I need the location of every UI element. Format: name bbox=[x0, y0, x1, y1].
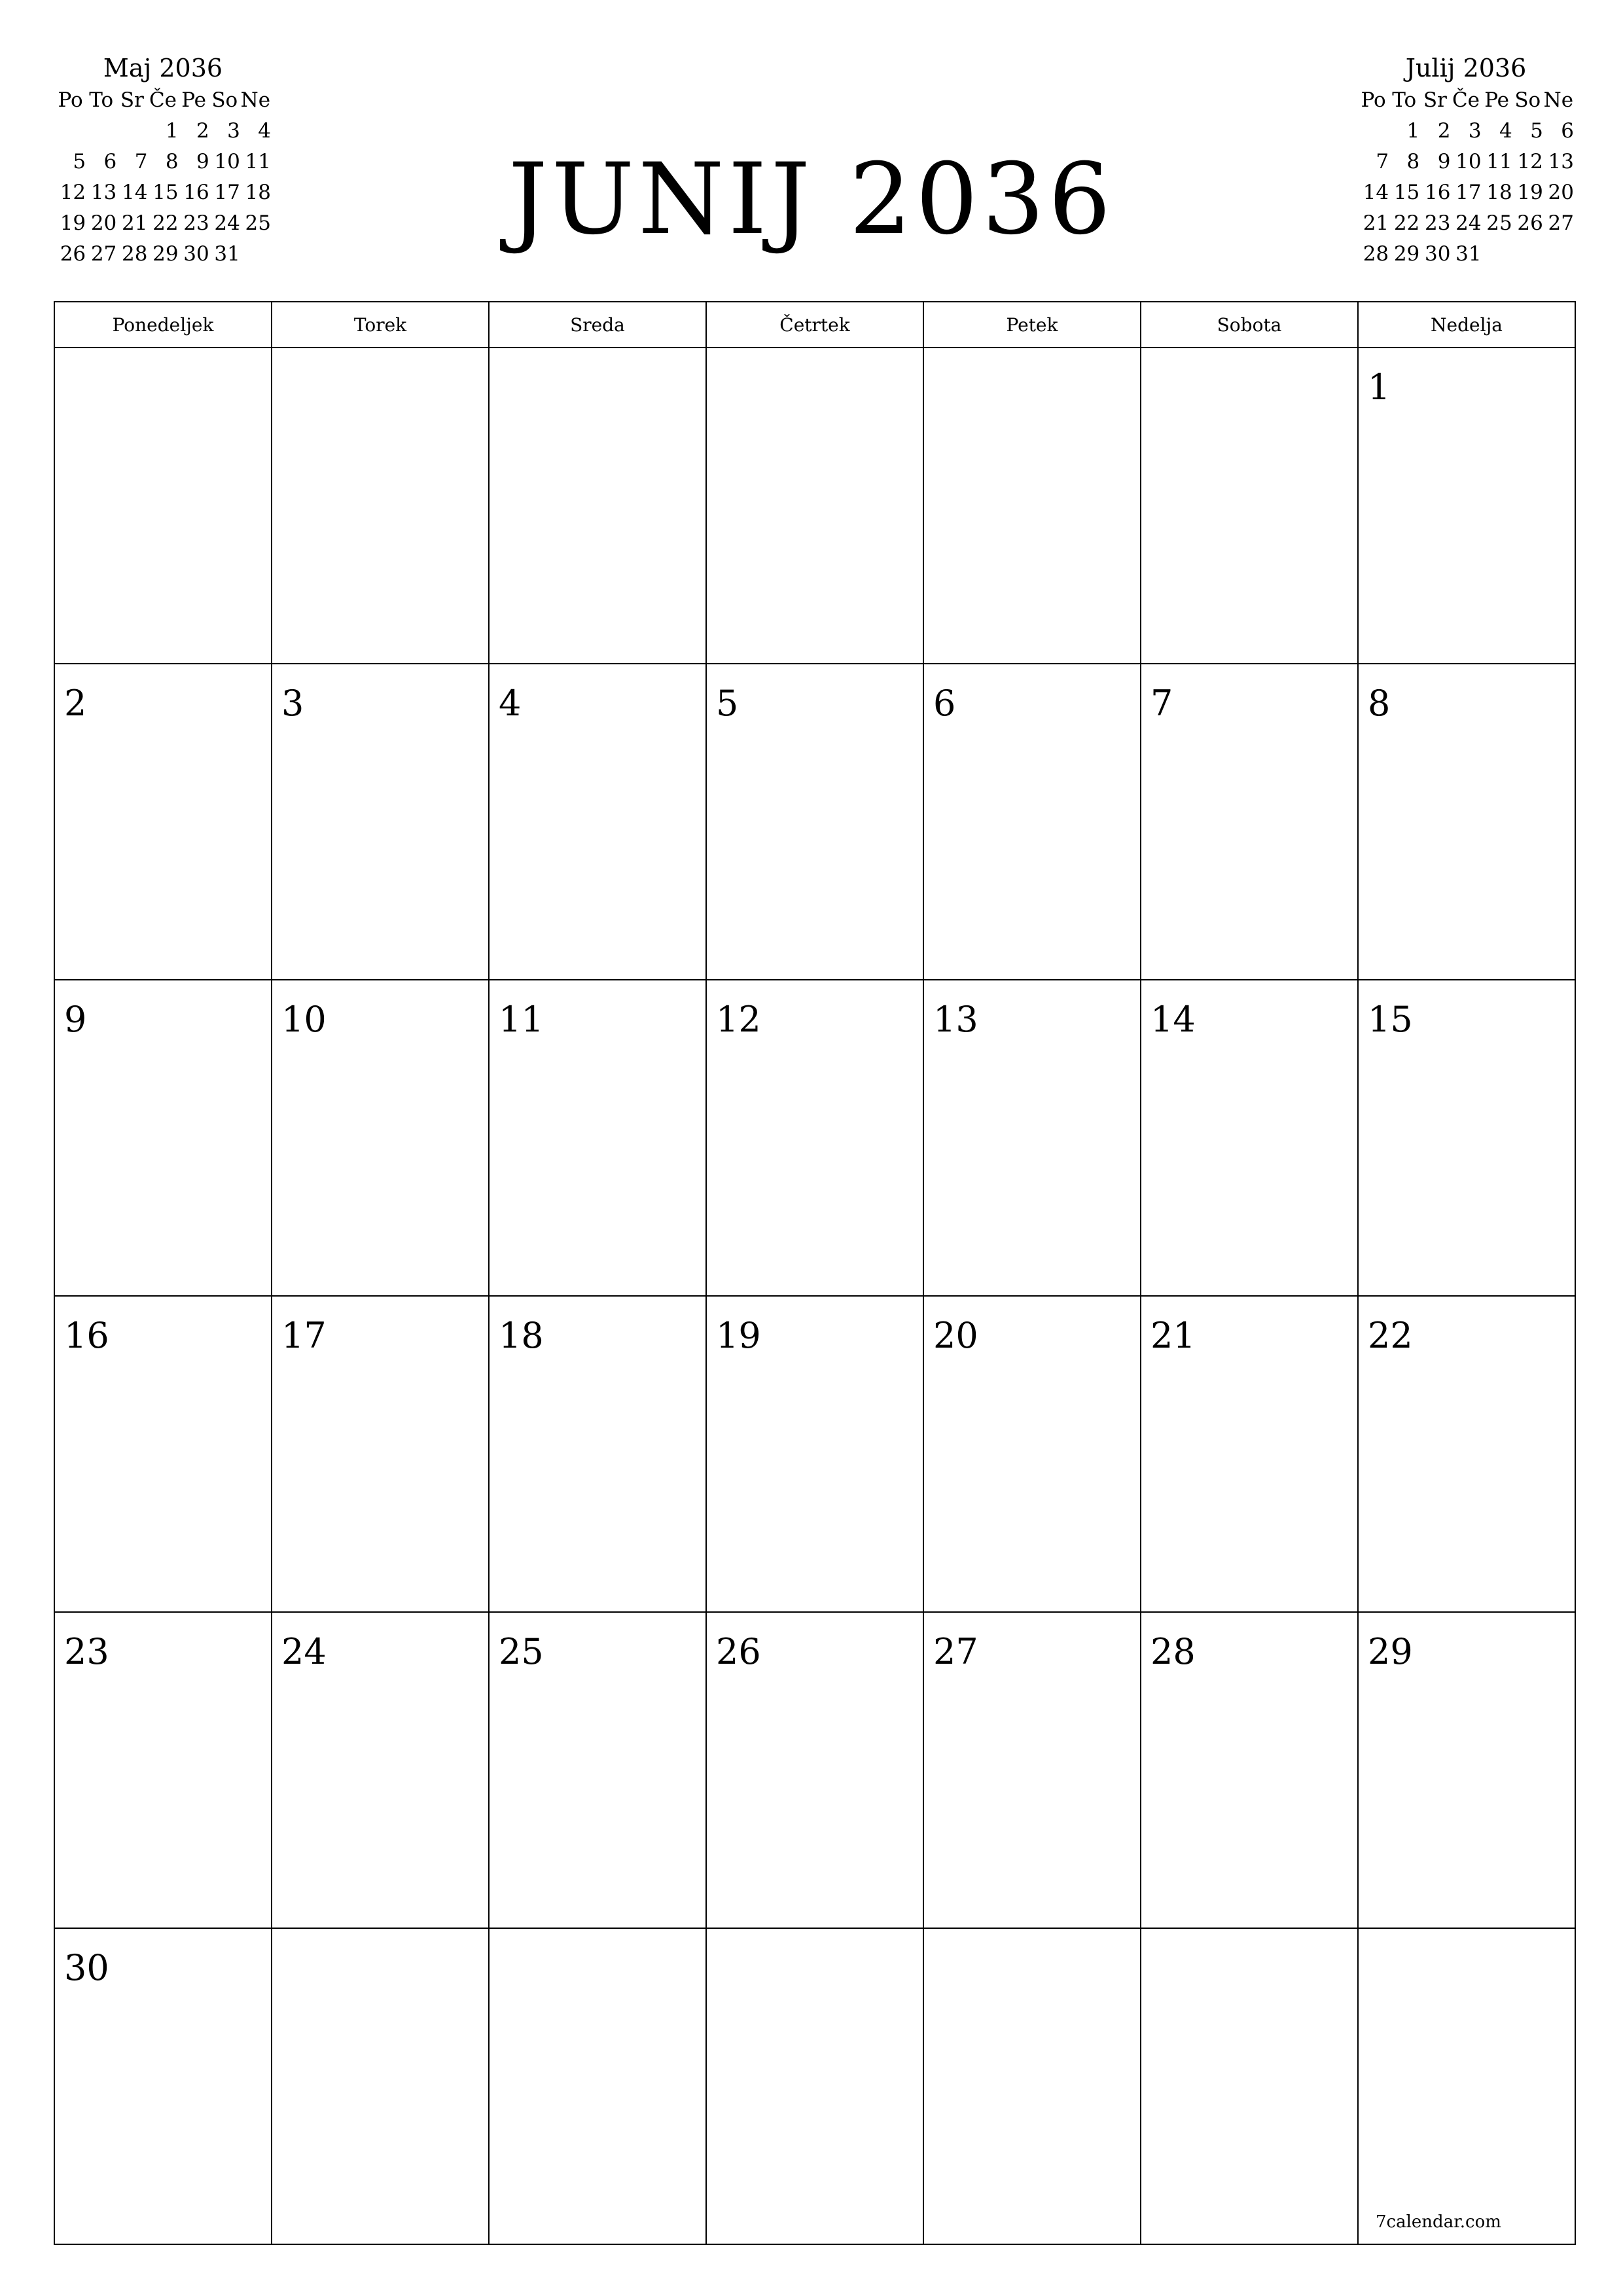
mini-day: 6 bbox=[103, 150, 117, 173]
day-number: 15 bbox=[1368, 999, 1413, 1040]
day-cell[interactable] bbox=[54, 1296, 272, 1612]
mini-day: 27 bbox=[1548, 211, 1574, 235]
day-cell[interactable] bbox=[706, 348, 923, 664]
mini-day: 16 bbox=[1424, 181, 1451, 204]
mini-day: 27 bbox=[90, 242, 117, 266]
mini-weeks bbox=[1358, 116, 1574, 270]
day-cell[interactable] bbox=[923, 1612, 1141, 1928]
mini-day: 5 bbox=[73, 150, 86, 173]
day-number bbox=[490, 1929, 705, 1947]
mini-day: 23 bbox=[183, 211, 209, 235]
mini-day: 29 bbox=[152, 242, 179, 266]
mini-day: 29 bbox=[1393, 242, 1420, 266]
day-cell[interactable] bbox=[1358, 1928, 1575, 2244]
day-cell[interactable] bbox=[923, 980, 1141, 1296]
mini-week-row bbox=[1358, 177, 1574, 208]
mini-day: 26 bbox=[1517, 211, 1543, 235]
mini-day: 9 bbox=[1437, 150, 1451, 173]
day-cell[interactable] bbox=[1358, 1612, 1575, 1928]
day-cell[interactable] bbox=[489, 664, 706, 980]
mini-day: 6 bbox=[1561, 119, 1574, 143]
day-number: 17 bbox=[281, 1315, 327, 1356]
day-cell[interactable] bbox=[272, 1296, 489, 1612]
day-cell[interactable] bbox=[1141, 980, 1358, 1296]
mini-weekday: Pe bbox=[181, 88, 207, 112]
weekday-header: Petek bbox=[923, 302, 1141, 348]
mini-day: 25 bbox=[245, 211, 271, 235]
mini-day: 13 bbox=[90, 181, 117, 204]
day-number bbox=[272, 348, 488, 367]
mini-day: 15 bbox=[152, 181, 179, 204]
day-number: 24 bbox=[281, 1631, 327, 1672]
mini-day: 18 bbox=[245, 181, 271, 204]
mini-day: 3 bbox=[1468, 119, 1482, 143]
week-row bbox=[54, 348, 1575, 664]
mini-day: 7 bbox=[1376, 150, 1389, 173]
mini-day: 19 bbox=[1517, 181, 1543, 204]
mini-day: 17 bbox=[214, 181, 240, 204]
mini-weekday: Če bbox=[149, 88, 177, 112]
day-cell[interactable] bbox=[272, 348, 489, 664]
mini-day bbox=[1512, 239, 1543, 270]
day-cell[interactable] bbox=[706, 1296, 923, 1612]
weekday-header: Četrtek bbox=[706, 302, 923, 348]
day-cell[interactable] bbox=[1141, 1296, 1358, 1612]
mini-weekday: Ne bbox=[240, 88, 271, 112]
mini-day: 17 bbox=[1455, 181, 1482, 204]
week-row bbox=[54, 1928, 1575, 2244]
day-cell[interactable] bbox=[272, 1612, 489, 1928]
day-number: 27 bbox=[933, 1631, 978, 1672]
day-number: 1 bbox=[1368, 367, 1391, 408]
day-number: 7 bbox=[1150, 683, 1173, 724]
day-number: 19 bbox=[716, 1315, 761, 1356]
mini-weekday: Ne bbox=[1543, 88, 1574, 112]
day-cell[interactable] bbox=[1358, 348, 1575, 664]
day-number bbox=[490, 348, 705, 367]
mini-day: 8 bbox=[1406, 150, 1420, 173]
mini-weekday: Sr bbox=[1423, 88, 1447, 112]
mini-day: 11 bbox=[1486, 150, 1512, 173]
day-number bbox=[707, 348, 923, 367]
day-number: 10 bbox=[281, 999, 327, 1040]
mini-day: 22 bbox=[1393, 211, 1420, 235]
month-weeks bbox=[54, 348, 1575, 2244]
weekday-header-row bbox=[54, 302, 1575, 348]
mini-day: 28 bbox=[121, 242, 148, 266]
day-number: 28 bbox=[1150, 1631, 1196, 1672]
mini-weekday-row bbox=[55, 85, 271, 116]
mini-day: 20 bbox=[1548, 181, 1574, 204]
page-title: JUNIJ 2036 bbox=[508, 143, 1115, 257]
day-cell[interactable] bbox=[923, 1928, 1141, 2244]
mini-weekday: Po bbox=[58, 88, 83, 112]
mini-day: 16 bbox=[183, 181, 209, 204]
day-number: 2 bbox=[64, 683, 87, 724]
mini-calendar-title: Maj 2036 bbox=[103, 54, 223, 82]
mini-day: 14 bbox=[1363, 181, 1389, 204]
day-number: 13 bbox=[933, 999, 978, 1040]
day-cell[interactable] bbox=[54, 1928, 272, 2244]
day-cell[interactable] bbox=[489, 1612, 706, 1928]
mini-day: 5 bbox=[1530, 119, 1543, 143]
day-number bbox=[707, 1929, 923, 1947]
mini-day: 4 bbox=[258, 119, 271, 143]
day-cell[interactable] bbox=[272, 1928, 489, 2244]
day-number: 21 bbox=[1150, 1315, 1196, 1356]
mini-day: 2 bbox=[196, 119, 209, 143]
mini-week-row bbox=[1358, 208, 1574, 239]
mini-day: 25 bbox=[1486, 211, 1512, 235]
mini-weekday: To bbox=[1392, 88, 1417, 112]
day-cell[interactable] bbox=[1141, 1612, 1358, 1928]
day-number: 25 bbox=[499, 1631, 544, 1672]
mini-weekday-row bbox=[1358, 85, 1574, 116]
mini-week-row bbox=[1358, 147, 1574, 177]
mini-day: 1 bbox=[1406, 119, 1420, 143]
day-number: 5 bbox=[716, 683, 739, 724]
mini-day: 15 bbox=[1393, 181, 1420, 204]
day-cell[interactable] bbox=[1141, 664, 1358, 980]
day-number bbox=[924, 348, 1140, 367]
day-number: 23 bbox=[64, 1631, 109, 1672]
day-cell[interactable] bbox=[54, 1612, 272, 1928]
day-cell[interactable] bbox=[54, 348, 272, 664]
weekday-header: Sobota bbox=[1141, 302, 1358, 348]
mini-day: 7 bbox=[134, 150, 148, 173]
day-number bbox=[924, 1929, 1140, 1947]
day-number: 3 bbox=[281, 683, 304, 724]
week-row bbox=[54, 1296, 1575, 1612]
day-cell[interactable] bbox=[706, 1928, 923, 2244]
day-number: 29 bbox=[1368, 1631, 1413, 1672]
mini-weekday: To bbox=[89, 88, 114, 112]
day-number: 22 bbox=[1368, 1315, 1413, 1356]
mini-day: 10 bbox=[214, 150, 240, 173]
mini-day: 30 bbox=[1424, 242, 1451, 266]
day-number: 18 bbox=[499, 1315, 544, 1356]
day-cell[interactable] bbox=[923, 664, 1141, 980]
day-number bbox=[55, 348, 271, 367]
day-number: 9 bbox=[64, 999, 87, 1040]
mini-day: 13 bbox=[1548, 150, 1574, 173]
day-number: 26 bbox=[716, 1631, 761, 1672]
site-credit: 7calendar.com bbox=[1376, 2212, 1501, 2232]
day-cell[interactable] bbox=[489, 348, 706, 664]
day-number: 6 bbox=[933, 683, 956, 724]
day-number: 14 bbox=[1150, 999, 1196, 1040]
mini-day: 21 bbox=[121, 211, 148, 235]
mini-day: 11 bbox=[245, 150, 271, 173]
day-number: 11 bbox=[499, 999, 544, 1040]
day-cell[interactable] bbox=[489, 980, 706, 1296]
weekday-header: Ponedeljek bbox=[54, 302, 272, 348]
day-cell[interactable] bbox=[272, 980, 489, 1296]
day-number bbox=[1359, 1929, 1575, 1947]
month-grid bbox=[54, 301, 1576, 2245]
mini-day: 31 bbox=[1455, 242, 1482, 266]
day-cell[interactable] bbox=[1358, 664, 1575, 980]
mini-weekday: Če bbox=[1452, 88, 1480, 112]
mini-day: 20 bbox=[90, 211, 117, 235]
day-cell[interactable] bbox=[706, 980, 923, 1296]
day-cell[interactable] bbox=[1358, 1296, 1575, 1612]
mini-day bbox=[1482, 239, 1512, 270]
mini-weekday: So bbox=[1514, 88, 1541, 112]
day-number: 4 bbox=[499, 683, 522, 724]
mini-day: 31 bbox=[214, 242, 240, 266]
day-number: 30 bbox=[64, 1947, 109, 1988]
mini-weekday: So bbox=[211, 88, 238, 112]
mini-day: 18 bbox=[1486, 181, 1512, 204]
day-cell[interactable] bbox=[1141, 348, 1358, 664]
day-cell[interactable] bbox=[272, 664, 489, 980]
mini-day: 2 bbox=[1437, 119, 1451, 143]
mini-day: 14 bbox=[121, 181, 148, 204]
mini-calendar-table bbox=[1358, 85, 1574, 270]
day-cell[interactable] bbox=[54, 664, 272, 980]
mini-day: 1 bbox=[165, 119, 179, 143]
mini-day: 10 bbox=[1455, 150, 1482, 173]
day-number bbox=[1141, 348, 1357, 367]
day-number: 8 bbox=[1368, 683, 1391, 724]
day-number bbox=[1141, 1929, 1357, 1947]
mini-calendar-title: Julij 2036 bbox=[1405, 54, 1527, 82]
weekday-header: Sreda bbox=[489, 302, 706, 348]
day-cell[interactable] bbox=[54, 980, 272, 1296]
day-number: 20 bbox=[933, 1315, 978, 1356]
mini-day: 3 bbox=[227, 119, 240, 143]
mini-day: 24 bbox=[214, 211, 240, 235]
day-number: 16 bbox=[64, 1315, 109, 1356]
mini-day: 19 bbox=[60, 211, 86, 235]
mini-weekday: Po bbox=[1361, 88, 1386, 112]
mini-calendar-next-month bbox=[1358, 51, 1574, 270]
weekday-header: Torek bbox=[272, 302, 489, 348]
mini-day: 12 bbox=[60, 181, 86, 204]
day-cell[interactable] bbox=[1141, 1928, 1358, 2244]
mini-day: 26 bbox=[60, 242, 86, 266]
week-row bbox=[54, 664, 1575, 980]
week-row bbox=[54, 980, 1575, 1296]
mini-day: 30 bbox=[183, 242, 209, 266]
mini-day bbox=[1358, 116, 1389, 147]
mini-day: 23 bbox=[1424, 211, 1451, 235]
mini-weekday: Sr bbox=[120, 88, 144, 112]
day-number: 12 bbox=[716, 999, 761, 1040]
week-row bbox=[54, 1612, 1575, 1928]
mini-day: 21 bbox=[1363, 211, 1389, 235]
day-cell[interactable] bbox=[489, 1296, 706, 1612]
day-cell[interactable] bbox=[1358, 980, 1575, 1296]
mini-weekday: Pe bbox=[1484, 88, 1510, 112]
day-cell[interactable] bbox=[489, 1928, 706, 2244]
day-cell[interactable] bbox=[923, 1296, 1141, 1612]
day-cell[interactable] bbox=[706, 1612, 923, 1928]
mini-day: 28 bbox=[1363, 242, 1389, 266]
day-cell[interactable] bbox=[923, 348, 1141, 664]
mini-week-row bbox=[1358, 116, 1574, 147]
day-cell[interactable] bbox=[706, 664, 923, 980]
mini-day bbox=[1543, 239, 1574, 270]
mini-day: 9 bbox=[196, 150, 209, 173]
mini-week-row bbox=[1358, 239, 1574, 270]
mini-day: 12 bbox=[1517, 150, 1543, 173]
mini-day: 22 bbox=[152, 211, 179, 235]
mini-day: 24 bbox=[1455, 211, 1482, 235]
mini-day: 4 bbox=[1499, 119, 1512, 143]
day-number bbox=[272, 1929, 488, 1947]
mini-day: 8 bbox=[165, 150, 179, 173]
weekday-header: Nedelja bbox=[1358, 302, 1575, 348]
